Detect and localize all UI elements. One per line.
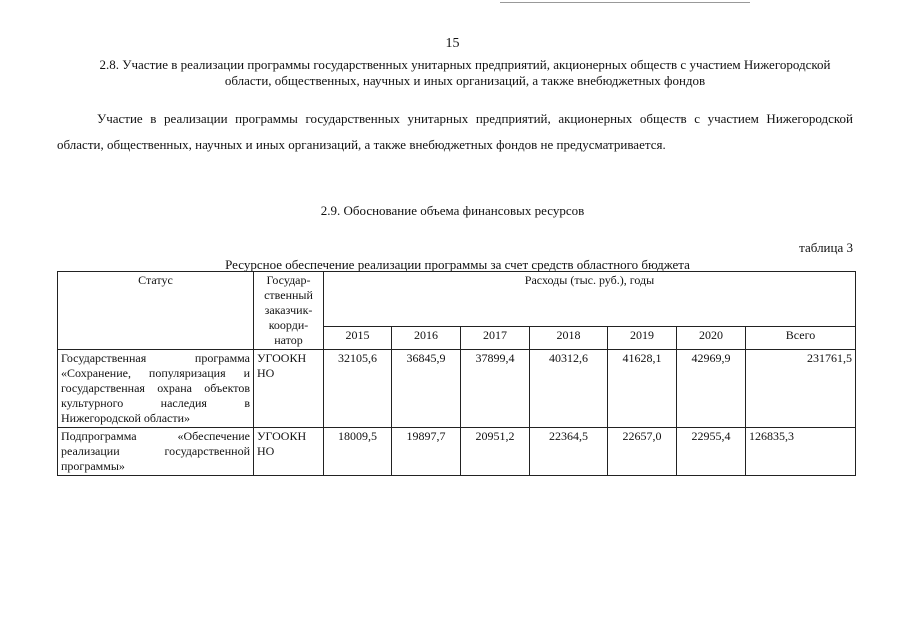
body-paragraph: Участие в реализации программы государственных унитарных предприятий, акционерных обществ с участием Нижегородской области, общественных, научных и иных организаций, а также внебюджетных фондов не предусматривается. bbox=[57, 111, 853, 152]
row-value: 22955,4 bbox=[677, 428, 746, 476]
row-status: Государственная программа «Сохранение, популяризация и государственная охрана объектов культурного наследия в Нижегородской области» bbox=[58, 350, 254, 428]
row-value: 40312,6 bbox=[530, 350, 608, 428]
subsection-heading: 2.9. Обоснование объема финансовых ресурсов bbox=[320, 203, 585, 218]
header-status: Статус bbox=[58, 272, 254, 350]
resource-table bbox=[57, 271, 856, 476]
header-year: 2017 bbox=[461, 327, 530, 350]
header-expenses: Расходы (тыс. руб.), годы bbox=[324, 272, 856, 327]
header-customer: Государ-ственный заказчик-коорди-натор bbox=[254, 272, 324, 350]
row-total: 126835,3 bbox=[746, 428, 856, 476]
table-caption: Ресурсное обеспечение реализации программы за счет средств областного бюджета bbox=[225, 257, 690, 272]
row-customer: УГООКН НО bbox=[254, 350, 324, 428]
header-year: 2015 bbox=[324, 327, 392, 350]
header-year: 2019 bbox=[608, 327, 677, 350]
page-number: 15 bbox=[445, 36, 460, 51]
table-row bbox=[58, 350, 856, 428]
header-year: 2016 bbox=[392, 327, 461, 350]
row-total: 231761,5 bbox=[746, 350, 856, 428]
row-value: 20951,2 bbox=[461, 428, 530, 476]
table-label: таблица 3 bbox=[799, 240, 853, 255]
table-row bbox=[58, 428, 856, 476]
header-total: Всего bbox=[746, 327, 856, 350]
section-heading: 2.8. Участие в реализации программы государственных унитарных предприятий, акционерных обществ с участием Нижегородской области, общественных, научных и иных организаций, а также внебюджетных фондов bbox=[99, 57, 831, 88]
row-value: 22657,0 bbox=[608, 428, 677, 476]
header-year: 2020 bbox=[677, 327, 746, 350]
row-status: Подпрограмма «Обеспечение реализации государственной программы» bbox=[58, 428, 254, 476]
row-customer: УГООКН НО bbox=[254, 428, 324, 476]
row-value: 19897,7 bbox=[392, 428, 461, 476]
row-value: 36845,9 bbox=[392, 350, 461, 428]
top-rule bbox=[500, 2, 750, 3]
row-value: 41628,1 bbox=[608, 350, 677, 428]
row-value: 37899,4 bbox=[461, 350, 530, 428]
row-value: 22364,5 bbox=[530, 428, 608, 476]
header-year: 2018 bbox=[530, 327, 608, 350]
row-value: 32105,6 bbox=[324, 350, 392, 428]
row-value: 18009,5 bbox=[324, 428, 392, 476]
row-value: 42969,9 bbox=[677, 350, 746, 428]
